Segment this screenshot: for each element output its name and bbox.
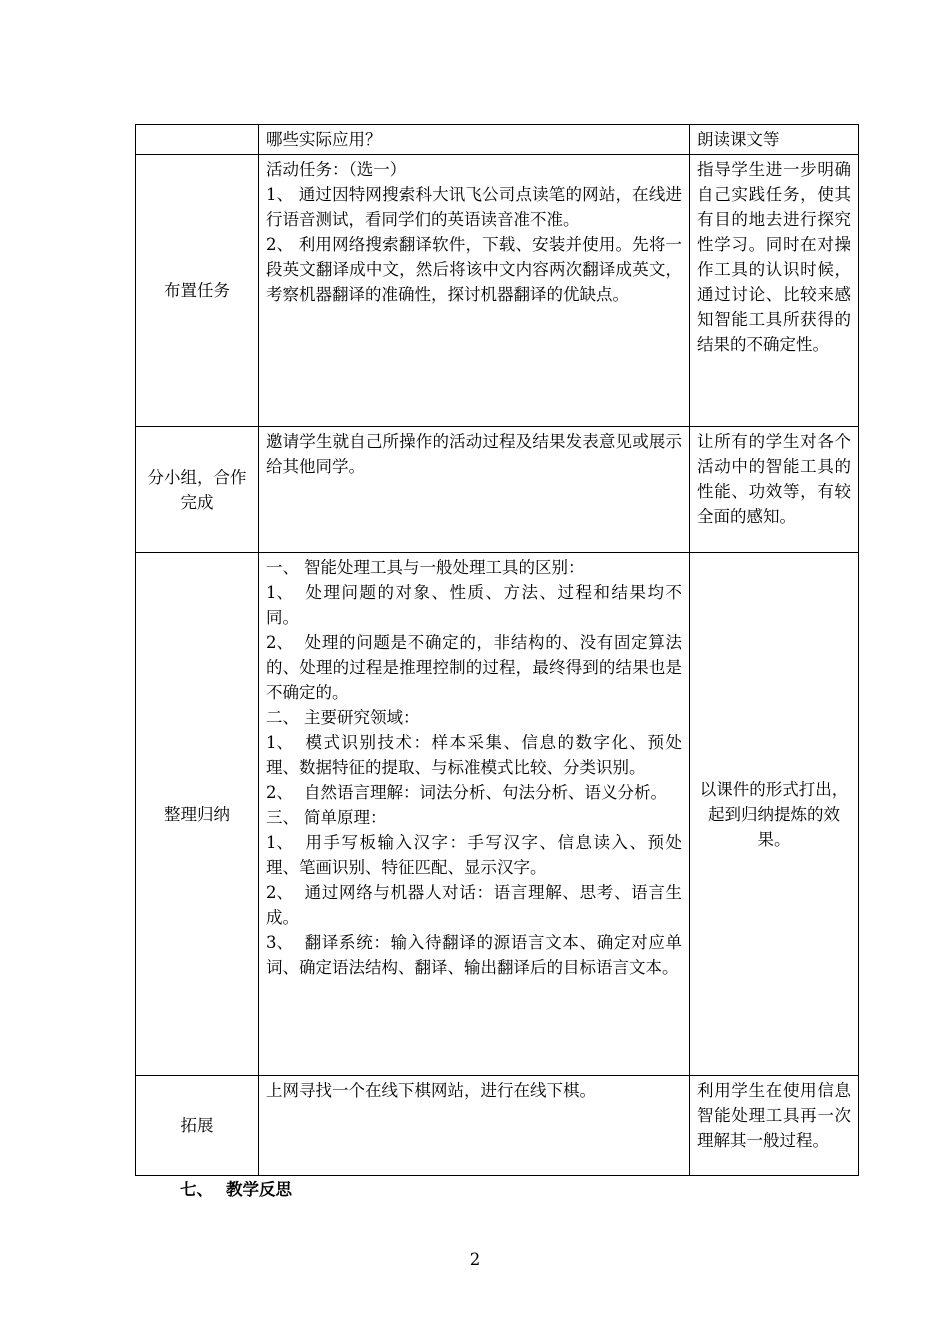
stage-cell: 分小组，合作完成 bbox=[136, 427, 259, 553]
stage-cell bbox=[136, 125, 259, 155]
outline-item: 3、 翻译系统：输入待翻译的源语言文本、确定对应单词、确定语法结构、翻译、输出翻译后的目标语言文本。 bbox=[266, 933, 682, 977]
stage-cell: 整理归纳 bbox=[136, 553, 259, 1076]
content-line: 邀请学生就自己所操作的活动过程及结果发表意见或展示给其他同学。 bbox=[266, 432, 682, 476]
outline-item: 三、 简单原理： bbox=[266, 808, 387, 827]
outline-item: 1、 模式识别技术：样本采集、信息的数字化、预处理、数据特征的提取、与标准模式比较、分类识别。 bbox=[266, 733, 682, 777]
lesson-plan-table bbox=[135, 124, 859, 1176]
outline-item: 1、 用手写板输入汉字：手写汉字、信息读入、预处理、笔画识别、特征匹配、显示汉字。 bbox=[266, 833, 682, 877]
intent-cell: 指导学生进一步明确自己实践任务，使其有目的地去进行探究性学习。同时在对操作工具的认识时候，通过讨论、比较来感知智能工具所获得的结果的不确定性。 bbox=[690, 155, 859, 427]
section-heading bbox=[180, 1176, 292, 1200]
page-number: 2 bbox=[469, 1250, 481, 1269]
content-line: 上网寻找一个在线下棋网站，进行在线下棋。 bbox=[266, 1081, 596, 1100]
outline-item: 2、 处理的问题是不确定的，非结构的、没有固定算法的、处理的过程是推理控制的过程，最终得到的结果也是不确定的。 bbox=[266, 633, 682, 702]
stage-cell: 布置任务 bbox=[136, 155, 259, 427]
content-line: 1、 通过因特网搜索科大讯飞公司点读笔的网站，在线进行语音测试，看同学们的英语读音准不准。 bbox=[266, 185, 682, 229]
outline-item: 二、 主要研究领域： bbox=[266, 708, 420, 727]
outline-item: 一、 智能处理工具与一般处理工具的区别： bbox=[266, 558, 585, 577]
table-row bbox=[136, 1076, 859, 1176]
table-row bbox=[136, 553, 859, 1076]
content-cell bbox=[259, 553, 690, 1076]
content-cell bbox=[259, 125, 690, 155]
table-row bbox=[136, 427, 859, 553]
content-cell bbox=[259, 427, 690, 553]
stage-cell: 拓展 bbox=[136, 1076, 259, 1176]
intent-cell: 以课件的形式打出，起到归纳提炼的效果。 bbox=[690, 553, 859, 1076]
outline-item: 1、 处理问题的对象、性质、方法、过程和结果均不同。 bbox=[266, 583, 682, 627]
content-cell bbox=[259, 155, 690, 427]
outline-item: 2、 通过网络与机器人对话：语言理解、思考、语言生成。 bbox=[266, 883, 682, 927]
outline-item: 2、 自然语言理解：词法分析、句法分析、语义分析。 bbox=[266, 783, 667, 802]
intent-cell: 让所有的学生对各个活动中的智能工具的性能、功效等，有较全面的感知。 bbox=[690, 427, 859, 553]
table-row bbox=[136, 155, 859, 427]
content-cell bbox=[259, 1076, 690, 1176]
content-line: 2、 利用网络搜索翻译软件，下载、安装并使用。先将一段英文翻译成中文，然后将该中文内容两次翻译成英文，考察机器翻译的准确性，探讨机器翻译的优缺点。 bbox=[266, 235, 682, 304]
content-line: 哪些实际应用？ bbox=[266, 130, 382, 149]
intent-cell: 利用学生在使用信息智能处理工具再一次理解其一般过程。 bbox=[690, 1076, 859, 1176]
section-title: 教学反思 bbox=[226, 1180, 292, 1199]
table-row bbox=[136, 125, 859, 155]
content-line: 活动任务：（选一） bbox=[266, 160, 407, 179]
section-number: 七、 bbox=[180, 1180, 213, 1199]
intent-cell: 朗读课文等 bbox=[690, 125, 859, 155]
